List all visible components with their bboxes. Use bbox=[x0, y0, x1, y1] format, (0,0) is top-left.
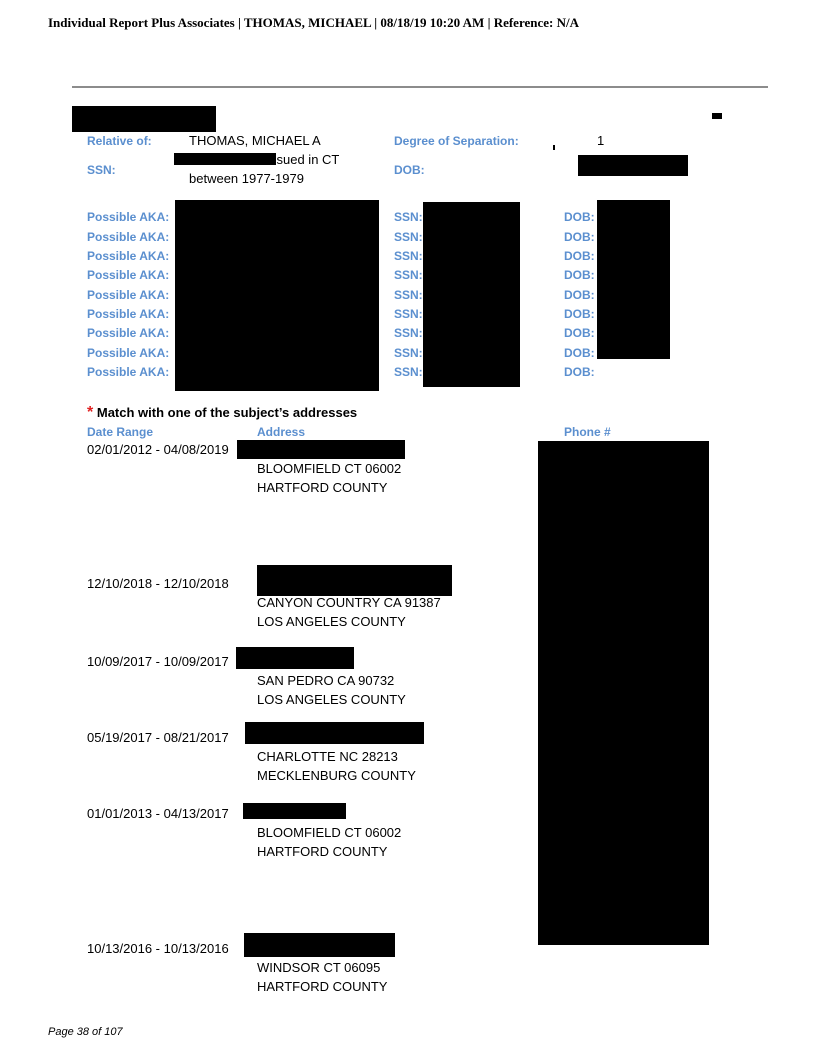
ssn-issued-years: between 1977-1979 bbox=[189, 171, 304, 186]
relative-of-value: THOMAS, MICHAEL A bbox=[189, 133, 321, 148]
aka-label: Possible AKA: bbox=[87, 210, 170, 224]
aka-ssn-label: SSN: bbox=[394, 307, 423, 321]
redacted-street-address bbox=[245, 722, 424, 744]
address-date-range: 10/09/2017 - 10/09/2017 bbox=[87, 654, 229, 669]
aka-ssn-label: SSN: bbox=[394, 326, 423, 340]
address-county: LOS ANGELES COUNTY bbox=[257, 614, 406, 629]
redacted-mark bbox=[553, 145, 555, 150]
address-match-note bbox=[87, 404, 357, 422]
redacted-street-address bbox=[244, 933, 395, 957]
address-county: MECKLENBURG COUNTY bbox=[257, 768, 416, 783]
redacted-aka-names bbox=[175, 200, 379, 391]
address-city-line: SAN PEDRO CA 90732 bbox=[257, 673, 395, 688]
address-county: HARTFORD COUNTY bbox=[257, 979, 388, 994]
aka-label: Possible AKA: bbox=[87, 365, 170, 379]
aka-dob-label: DOB: bbox=[564, 346, 595, 360]
aka-dob-label: DOB: bbox=[564, 210, 595, 224]
address-city-line: CANYON COUNTRY CA 91387 bbox=[257, 595, 441, 610]
aka-label: Possible AKA: bbox=[87, 268, 170, 282]
degree-of-separation-label: Degree of Separation: bbox=[394, 134, 519, 148]
address-date-range: 01/01/2013 - 04/13/2017 bbox=[87, 806, 229, 821]
aka-label: Possible AKA: bbox=[87, 326, 170, 340]
address-county: HARTFORD COUNTY bbox=[257, 844, 388, 859]
relative-ssn-label: SSN: bbox=[87, 163, 116, 177]
address-city-line: CHARLOTTE NC 28213 bbox=[257, 749, 398, 764]
relative-of-label: Relative of: bbox=[87, 134, 152, 148]
aka-dob-label: DOB: bbox=[564, 365, 595, 379]
redacted-street-address bbox=[237, 440, 405, 459]
redacted-phone-numbers bbox=[538, 441, 709, 945]
redacted-street-address bbox=[236, 647, 354, 669]
aka-ssn-label: SSN: bbox=[394, 230, 423, 244]
address-city-line: WINDSOR CT 06095 bbox=[257, 960, 381, 975]
aka-dob-label: DOB: bbox=[564, 326, 595, 340]
aka-ssn-label: SSN: bbox=[394, 346, 423, 360]
aka-label: Possible AKA: bbox=[87, 346, 170, 360]
aka-label: Possible AKA: bbox=[87, 230, 170, 244]
aka-label: Possible AKA: bbox=[87, 249, 170, 263]
redacted-dob bbox=[578, 155, 688, 176]
redacted-ssn bbox=[174, 153, 276, 165]
aka-ssn-label: SSN: bbox=[394, 268, 423, 282]
address-header: Address bbox=[257, 425, 306, 439]
redacted-aka-ssns bbox=[423, 202, 520, 387]
address-date-range: 12/10/2018 - 12/10/2018 bbox=[87, 576, 229, 591]
address-city-line: BLOOMFIELD CT 06002 bbox=[257, 825, 402, 840]
aka-dob-label: DOB: bbox=[564, 230, 595, 244]
address-date-range: 02/01/2012 - 04/08/2019 bbox=[87, 442, 229, 457]
redacted-mark bbox=[712, 113, 722, 119]
redacted-street-address bbox=[257, 565, 452, 596]
redacted-aka-dobs bbox=[597, 200, 670, 359]
aka-dob-label: DOB: bbox=[564, 249, 595, 263]
degree-of-separation-value: 1 bbox=[597, 133, 605, 148]
address-date-range: 10/13/2016 - 10/13/2016 bbox=[87, 941, 229, 956]
ssn-issued-location: ssued in CT bbox=[270, 152, 340, 167]
aka-ssn-label: SSN: bbox=[394, 210, 423, 224]
redacted-street-address bbox=[243, 803, 346, 819]
address-county: LOS ANGELES COUNTY bbox=[257, 692, 406, 707]
header-divider bbox=[72, 86, 768, 88]
aka-ssn-label: SSN: bbox=[394, 365, 423, 379]
address-date-range: 05/19/2017 - 08/21/2017 bbox=[87, 730, 229, 745]
aka-dob-label: DOB: bbox=[564, 307, 595, 321]
aka-ssn-label: SSN: bbox=[394, 249, 423, 263]
aka-ssn-label: SSN: bbox=[394, 288, 423, 302]
aka-dob-label: DOB: bbox=[564, 268, 595, 282]
aka-label: Possible AKA: bbox=[87, 307, 170, 321]
address-city-line: BLOOMFIELD CT 06002 bbox=[257, 461, 402, 476]
address-county: HARTFORD COUNTY bbox=[257, 480, 388, 495]
aka-dob-label: DOB: bbox=[564, 288, 595, 302]
aka-label: Possible AKA: bbox=[87, 288, 170, 302]
page-number: Page 38 of 107 bbox=[48, 1026, 123, 1038]
date-range-header: Date Range bbox=[87, 425, 154, 439]
redacted-name-block bbox=[72, 106, 216, 132]
relative-dob-label: DOB: bbox=[394, 163, 425, 177]
match-star-icon: * bbox=[87, 404, 94, 421]
match-note-text: Match with one of the subject’s addresses bbox=[96, 405, 358, 420]
report-header-title: Individual Report Plus Associates | THOMAS, MICHAEL | 08/18/19 10:20 AM | Reference: N/A bbox=[48, 15, 579, 30]
phone-header: Phone # bbox=[564, 425, 611, 439]
